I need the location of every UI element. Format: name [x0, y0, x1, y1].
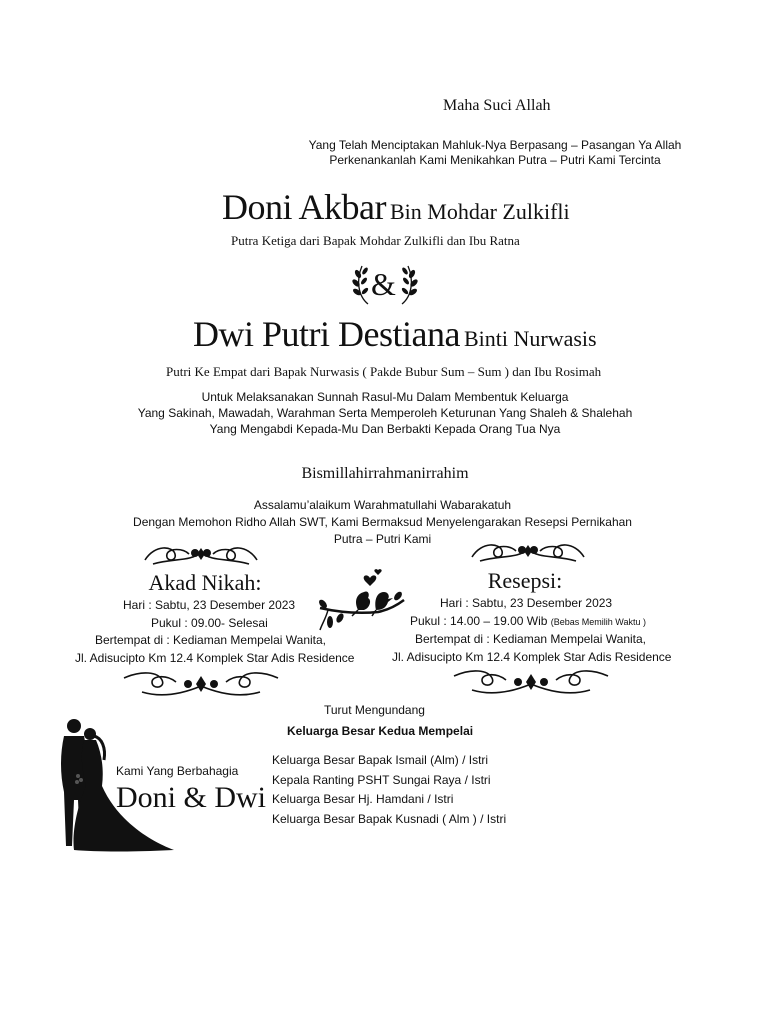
resepsi-pukul-note: (Bebas Memilih Waktu ) — [550, 616, 646, 627]
resepsi-tempat: Bertempat di : Kediaman Mempelai Wanita, — [415, 632, 646, 646]
bride-name: Dwi Putri Destiana — [193, 314, 460, 354]
invite-subtitle: Keluarga Besar Kedua Mempelai — [287, 724, 474, 738]
laurel-icon — [396, 262, 418, 306]
list-item: Keluarga Besar Bapak Kusnadi ( Alm ) / Istri — [272, 811, 507, 826]
greeting-line-2: Dengan Memohon Ridho Allah SWT, Kami Bermaksud Menyelengarakan Resepsi Pernikahan — [133, 515, 632, 529]
bride-binti: Binti Nurwasis — [463, 326, 597, 351]
groom-name-block — [222, 186, 570, 228]
purpose-line-1: Untuk Melaksanakan Sunnah Rasul-Mu Dalam Membentuk Keluarga — [201, 390, 569, 404]
greeting-line-1: Assalamu’alaikum Warahmatullahi Wabarakatuh — [253, 498, 512, 512]
akad-hari: Hari : Sabtu, 23 Desember 2023 — [123, 598, 296, 612]
akad-tempat: Bertempat di : Kediaman Mempelai Wanita, — [95, 633, 326, 647]
invite-title: Turut Mengundang — [324, 703, 425, 717]
flourish-ornament-icon — [470, 535, 586, 565]
ampersand: & — [371, 266, 396, 302]
groom-parents: Putra Ketiga dari Bapak Mohdar Zulkifli dan Ibu Ratna — [231, 233, 520, 248]
resepsi-title: Resepsi: — [487, 568, 563, 593]
bride-name-block — [193, 313, 597, 355]
family-list — [272, 751, 532, 829]
couple-name: Doni & Dwi — [116, 781, 266, 814]
resepsi-details — [380, 595, 720, 666]
groom-name: Doni Akbar — [222, 187, 386, 227]
resepsi-alamat: Jl. Adisucipto Km 12.4 Komplek Star Adis Residence — [392, 649, 672, 664]
list-item: Keluarga Besar Hj. Hamdani / Istri — [272, 792, 454, 806]
intro-text — [300, 138, 690, 168]
flourish-ornament-icon — [143, 538, 259, 568]
intro-line-1: Yang Telah Menciptakan Mahluk-Nya Berpasang – Pasangan Ya Allah — [308, 138, 682, 152]
flourish-ornament-icon — [122, 668, 280, 700]
purpose-text — [120, 389, 650, 437]
list-item: Keluarga Besar Bapak Ismail (Alm) / Istri — [272, 753, 489, 767]
resepsi-pukul: Pukul : 14.00 – 19.00 Wib — [410, 613, 548, 628]
flourish-ornament-icon — [452, 666, 610, 698]
happy-label: Kami Yang Berbahagia — [116, 764, 239, 778]
resepsi-hari: Hari : Sabtu, 23 Desember 2023 — [440, 596, 613, 610]
bismillah: Bismillahirrahmanirrahim — [301, 465, 469, 482]
intro-line-2: Perkenankanlah Kami Menikahkan Putra – Putri Kami Tercinta — [329, 153, 661, 167]
header-title: Maha Suci Allah — [443, 97, 551, 114]
list-item: Kepala Ranting PSHT Sungai Raya / Istri — [272, 772, 491, 787]
akad-title: Akad Nikah: — [148, 570, 262, 595]
greeting-line-3: Putra – Putri Kami — [333, 532, 432, 546]
akad-alamat: Jl. Adisucipto Km 12.4 Komplek Star Adis Residence — [75, 650, 355, 665]
bride-parents: Putri Ke Empat dari Bapak Nurwasis ( Pakde Bubur Sum – Sum ) dan Ibu Rosimah — [166, 364, 602, 379]
akad-pukul: Pukul : 09.00- Selesai — [151, 615, 268, 630]
purpose-line-2: Yang Sakinah, Mawadah, Warahman Serta Memperoleh Keturunan Yang Shaleh & Shalehah — [137, 406, 633, 420]
resepsi-pukul-row — [380, 613, 720, 632]
groom-bin: Bin Mohdar Zulkifli — [389, 199, 570, 224]
ampersand-ornament — [352, 262, 418, 306]
purpose-line-3: Yang Mengabdi Kepada-Mu Dan Berbakti Kepada Orang Tua Nya — [209, 422, 561, 436]
